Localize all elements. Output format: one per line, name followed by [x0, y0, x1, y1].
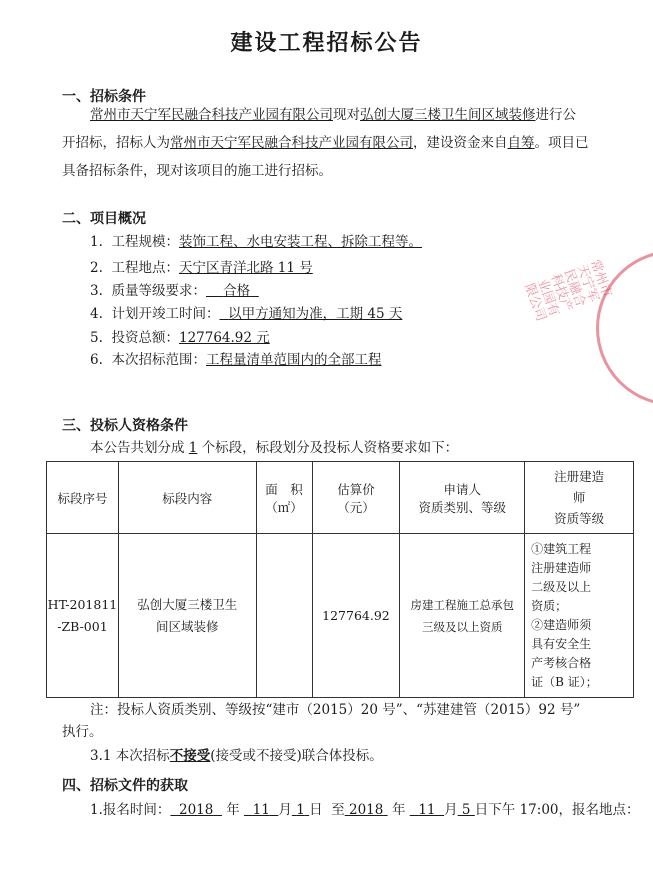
table-note-line-2: 执行。: [62, 724, 103, 740]
tenderer-name: 常州市天宁军民融合科技产业园有限公司: [90, 107, 333, 123]
header-cell: [525, 462, 634, 534]
header-line: （㎡）: [265, 499, 303, 515]
section-count: 1: [188, 440, 198, 456]
cell-line: 间区域装修: [155, 618, 219, 634]
section-code-cell: [47, 534, 119, 698]
cell-line: ①建筑工程: [531, 541, 592, 556]
header-cell: [312, 462, 400, 534]
text: 3.1 本次招标: [90, 748, 170, 764]
list-label: 计划开竣工时间：: [111, 306, 220, 322]
header-cell: [400, 462, 525, 534]
list-value: [219, 306, 402, 322]
cell-line: ②建造师须: [531, 617, 592, 632]
list-num: 3.: [90, 283, 103, 299]
list-item-schedule: [90, 302, 402, 327]
text: 年: [226, 802, 240, 818]
qualification-cell: [400, 534, 525, 698]
end-day: [458, 802, 475, 818]
list-num: 4.: [90, 306, 103, 322]
section-1-line-2: [62, 131, 589, 156]
text: 月: [444, 802, 458, 818]
list-label: 工程规模：: [111, 234, 179, 250]
table-header-row: [47, 462, 634, 534]
builder-cell: [525, 534, 634, 698]
text: 1.报名时间：: [90, 802, 171, 818]
start-day: [292, 802, 309, 818]
text: 日下午 17:00，报名地点：: [474, 802, 640, 818]
list-label: 工程地点：: [111, 260, 179, 276]
header-line: 注册建造: [554, 469, 605, 484]
table-row: [47, 534, 634, 698]
header-line: （元）: [337, 499, 375, 515]
text: 个标段，标段划分及投标人资格要求如下：: [201, 440, 459, 456]
cell-line: -ZB-001: [57, 618, 108, 634]
cell-line: 证（B 证）；: [531, 674, 598, 689]
text: 开招标，招标人为: [62, 135, 170, 151]
list-num: 2.: [90, 260, 103, 276]
area-cell: [256, 534, 312, 698]
text: 至: [331, 802, 345, 818]
header-cell: 标段序号: [47, 462, 119, 534]
text: 进行公: [535, 107, 576, 123]
list-num: 1.: [90, 234, 103, 250]
list-value: [206, 283, 259, 299]
registration-time-line: [90, 798, 640, 823]
header-cell: 标段内容: [118, 462, 256, 534]
value: 2018: [178, 802, 214, 818]
joint-bid-line: [90, 744, 383, 769]
header-line: 资质等级: [554, 511, 605, 526]
cell-line: 弘创大厦三楼卫生: [137, 596, 238, 612]
list-label: 质量等级要求：: [111, 283, 206, 299]
start-year: [170, 802, 222, 818]
header-line: 资质类别、等级: [418, 499, 507, 515]
section-content-cell: [118, 534, 256, 698]
value: 11: [252, 802, 270, 818]
list-item-quality: [90, 279, 259, 304]
list-value: 天宁区青洋北路 11 号: [178, 260, 313, 276]
joint-bid-value: 不接受: [169, 748, 211, 764]
price-cell: 127764.92: [312, 534, 400, 698]
header-line: 估算价: [337, 481, 375, 497]
header-line: 申请人: [443, 481, 482, 497]
seal-text: 常州市天宁军民融合科技产业园有限公司: [521, 257, 615, 324]
text: 年: [391, 802, 406, 818]
text: (接受或不接受)联合体投标。: [210, 748, 383, 764]
table-note-line-1: 注：投标人资质类别、等级按“建市（2015）20 号”、“苏建建管（2015）92 号”: [90, 702, 581, 718]
text: ，建设资金来自: [413, 135, 508, 151]
cell-line: 资质；: [531, 598, 568, 613]
header-cell: [256, 462, 312, 534]
section-1-line-1: [90, 103, 576, 128]
section-2-heading: 二、项目概况: [62, 211, 146, 227]
start-month: [244, 802, 278, 818]
header-line: 面 积: [265, 481, 303, 497]
list-label: 投资总额：: [111, 330, 179, 346]
qualification-table: [46, 461, 634, 698]
value: 11: [418, 802, 436, 818]
page-title: 建设工程招标公告: [230, 30, 423, 56]
list-num: 5.: [90, 330, 103, 346]
cell-line: 产考核合格: [531, 655, 592, 670]
cell-line: 具有安全生: [531, 636, 592, 651]
quality-value: 合格: [223, 283, 251, 299]
fund-source: 自筹: [507, 135, 535, 151]
list-value: 工程量清单范围内的全部工程: [205, 352, 382, 368]
list-item-scope: [90, 348, 381, 373]
cell-line: HT-201811: [47, 596, 118, 612]
end-month: [410, 802, 444, 818]
project-name: 弘创大厦三楼卫生间区域装修: [360, 107, 536, 123]
cell-line: 注册建造师: [531, 560, 592, 575]
list-item-scale: [90, 230, 422, 255]
value: 2018: [348, 802, 384, 818]
text: 。项目已: [534, 135, 589, 151]
section-1-heading: 一、招标条件: [62, 89, 146, 105]
list-value: 127764.92 元: [178, 330, 270, 346]
cell-line: 二级及以上: [531, 579, 592, 594]
tenderer-name-2: 常州市天宁军民融合科技产业园有限公司: [170, 135, 413, 151]
text: 月: [278, 802, 292, 818]
section-1-line-3: 具备招标条件，现对该项目的施工进行招标。: [62, 163, 332, 179]
list-num: 6.: [90, 352, 103, 368]
list-label: 本次招标范围：: [111, 352, 206, 368]
text: 现对: [333, 107, 360, 123]
text: 本公告共划分成: [90, 440, 185, 456]
list-value: 装饰工程、水电安装工程、拆除工程等。: [178, 234, 422, 250]
text: 日: [309, 802, 323, 818]
header-line: 师: [572, 490, 586, 505]
section-3-intro: [90, 436, 458, 461]
section-3-heading: 三、投标人资格条件: [62, 418, 188, 434]
value: 5: [461, 802, 471, 818]
end-year: [345, 802, 388, 818]
value: 1: [296, 802, 305, 818]
cell-line: 房建工程施工总承包: [410, 597, 515, 612]
section-4-heading: 四、招标文件的获取: [62, 778, 188, 794]
cell-line: 三级及以上资质: [422, 619, 503, 634]
list-item-location: [90, 256, 313, 281]
schedule-value: 以甲方通知为准，工期 45 天: [228, 306, 403, 322]
